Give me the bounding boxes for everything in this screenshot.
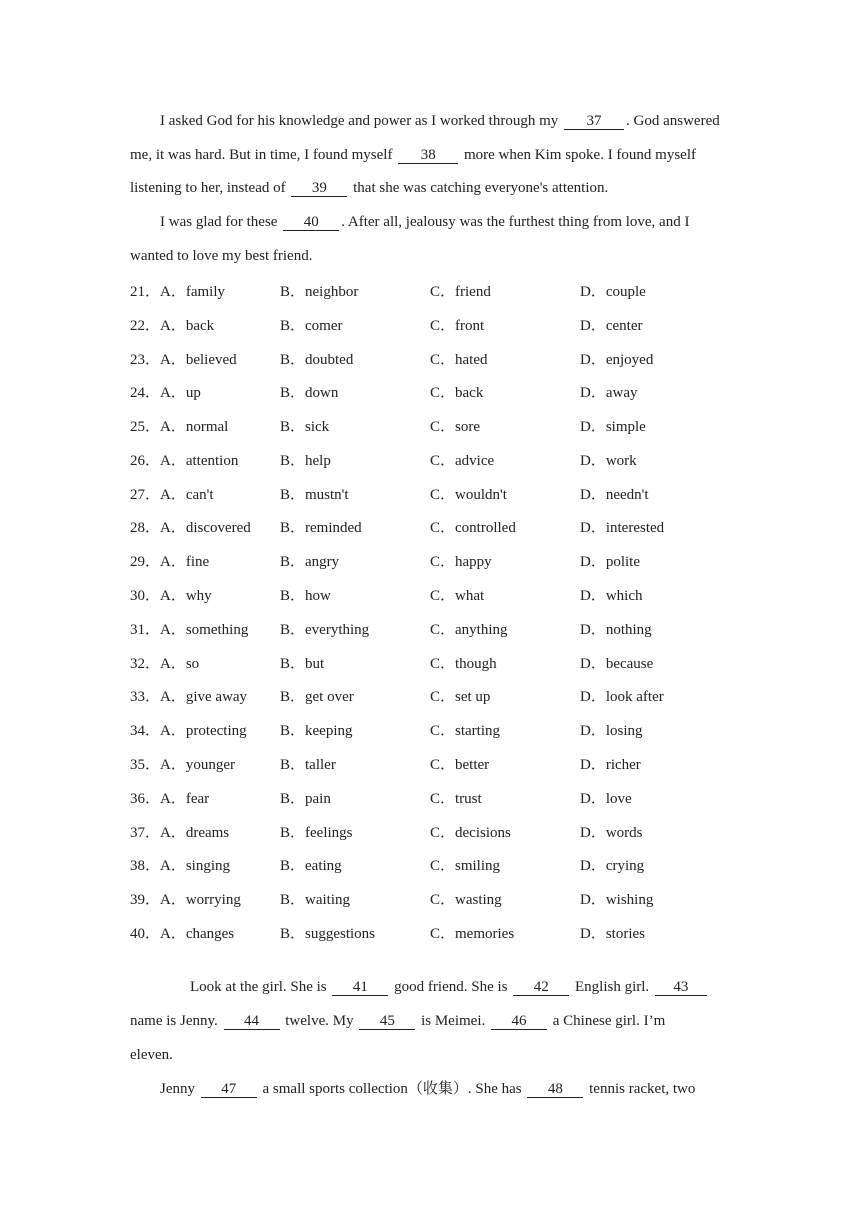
option-a: A．something xyxy=(160,621,249,638)
question-number: 39． xyxy=(130,892,161,909)
question-row xyxy=(130,747,730,781)
option-c: C．memories xyxy=(430,926,515,943)
text: Jenny xyxy=(160,1080,195,1097)
text: name is Jenny. xyxy=(130,1013,218,1030)
question-row xyxy=(130,341,730,375)
question-number: 33． xyxy=(130,689,161,706)
option-a: A．younger xyxy=(160,757,235,774)
option-b: B．suggestions xyxy=(280,926,376,943)
question-row xyxy=(130,645,730,679)
question-row xyxy=(130,916,730,950)
option-c: C．wasting xyxy=(430,892,502,909)
option-d: D．couple xyxy=(580,283,646,300)
option-b: B．get over xyxy=(280,689,354,706)
text: wanted to love my best friend. xyxy=(130,247,313,264)
question-options xyxy=(130,274,730,950)
text: listening to her, instead of xyxy=(130,180,286,197)
option-a: A．singing xyxy=(160,858,231,875)
option-c: C．starting xyxy=(430,723,500,740)
option-b: B．eating xyxy=(280,858,342,875)
passage-2 xyxy=(130,971,730,1106)
option-a: A．fear xyxy=(160,790,210,807)
question-number: 36． xyxy=(130,790,161,807)
option-a: A．up xyxy=(160,385,201,402)
paragraph-line xyxy=(130,139,730,173)
question-row xyxy=(130,848,730,882)
paragraph-line xyxy=(130,240,730,274)
option-d: D．interested xyxy=(580,520,665,537)
option-d: D．which xyxy=(580,588,643,605)
question-row xyxy=(130,679,730,713)
option-d: D．polite xyxy=(580,554,640,571)
option-b: B．help xyxy=(280,452,331,469)
option-a: A．discovered xyxy=(160,520,251,537)
question-number: 27． xyxy=(130,486,161,503)
option-d: D．simple xyxy=(580,419,646,436)
question-row xyxy=(130,476,730,510)
option-b: B．pain xyxy=(280,790,331,807)
option-c: C．better xyxy=(430,757,490,774)
blank-46: 46 xyxy=(491,1013,547,1030)
text: a small sports collection（收集）. She has xyxy=(262,1080,522,1097)
question-row xyxy=(130,375,730,409)
question-number: 38． xyxy=(130,858,161,875)
text: tennis racket, two xyxy=(589,1080,696,1097)
option-b: B．mustn't xyxy=(280,486,349,503)
document-page xyxy=(130,105,730,1106)
question-number: 37． xyxy=(130,824,161,841)
blank-41: 41 xyxy=(332,979,388,996)
option-b: B．reminded xyxy=(280,520,362,537)
question-row xyxy=(130,578,730,612)
option-b: B．sick xyxy=(280,419,330,436)
question-row xyxy=(130,443,730,477)
question-number: 24． xyxy=(130,385,161,402)
option-b: B．angry xyxy=(280,554,340,571)
option-a: A．why xyxy=(160,588,212,605)
option-d: D．enjoyed xyxy=(580,351,654,368)
paragraph-line xyxy=(130,172,730,206)
text: . God answered xyxy=(626,113,720,129)
option-a: A．believed xyxy=(160,351,237,368)
text: I asked God for his knowledge and power as I worked through my xyxy=(160,113,559,129)
question-row xyxy=(130,510,730,544)
text: twelve. My xyxy=(285,1013,354,1030)
option-c: C．trust xyxy=(430,790,482,807)
text: Look at the girl. She is xyxy=(190,979,327,996)
option-a: A．give away xyxy=(160,689,248,706)
blank-40: 40 xyxy=(283,214,339,231)
option-a: A．family xyxy=(160,283,225,300)
option-c: C．sore xyxy=(430,419,480,436)
text: that she was catching everyone's attention. xyxy=(353,180,609,197)
blank-38: 38 xyxy=(398,147,458,164)
option-a: A．back xyxy=(160,317,215,334)
option-a: A．attention xyxy=(160,452,239,469)
option-a: A．protecting xyxy=(160,723,247,740)
question-number: 31． xyxy=(130,621,161,638)
text: me, it was hard. But in time, I found myself xyxy=(130,146,393,163)
question-number: 35． xyxy=(130,757,161,774)
question-number: 22． xyxy=(130,317,161,334)
option-d: D．work xyxy=(580,452,637,469)
question-row xyxy=(130,780,730,814)
question-row xyxy=(130,882,730,916)
option-a: A．fine xyxy=(160,554,210,571)
passage-1 xyxy=(130,105,730,274)
option-d: D．look after xyxy=(580,689,664,706)
question-number: 21． xyxy=(130,283,161,300)
text: I was glad for these xyxy=(160,214,278,231)
paragraph-line xyxy=(130,1073,730,1107)
option-c: C．set up xyxy=(430,689,491,706)
question-number: 34． xyxy=(130,723,161,740)
blank-48: 48 xyxy=(527,1081,583,1098)
option-c: C．happy xyxy=(430,554,492,571)
option-c: C．controlled xyxy=(430,520,516,537)
option-b: B．comer xyxy=(280,317,343,334)
option-c: C．what xyxy=(430,588,485,605)
question-row xyxy=(130,544,730,578)
option-a: A．can't xyxy=(160,486,214,503)
option-c: C．hated xyxy=(430,351,488,368)
text: . After all, jealousy was the furthest thing from love, and I xyxy=(341,214,690,231)
option-a: A．dreams xyxy=(160,824,230,841)
question-number: 23． xyxy=(130,351,161,368)
option-d: D．because xyxy=(580,655,654,672)
option-d: D．needn't xyxy=(580,486,649,503)
blank-47: 47 xyxy=(201,1081,257,1098)
option-c: C．though xyxy=(430,655,497,672)
text: a Chinese girl. I’m xyxy=(552,1013,666,1030)
text: good friend. She is xyxy=(394,979,508,996)
option-b: B．taller xyxy=(280,757,336,774)
paragraph-line xyxy=(130,971,730,1005)
option-d: D．richer xyxy=(580,757,641,774)
text: is Meimei. xyxy=(421,1013,486,1030)
blank-45: 45 xyxy=(359,1013,415,1030)
option-a: A．changes xyxy=(160,926,235,943)
option-d: D．nothing xyxy=(580,621,652,638)
blank-43: 43 xyxy=(655,979,707,996)
option-a: A．normal xyxy=(160,419,229,436)
option-c: C．advice xyxy=(430,452,495,469)
option-c: C．anything xyxy=(430,621,508,638)
option-b: B．doubted xyxy=(280,351,354,368)
question-number: 28． xyxy=(130,520,161,537)
option-b: B．neighbor xyxy=(280,283,359,300)
question-row xyxy=(130,274,730,308)
blank-42: 42 xyxy=(513,979,569,996)
question-number: 32． xyxy=(130,655,161,672)
paragraph-line xyxy=(130,1005,730,1039)
paragraph-line xyxy=(130,1039,730,1073)
blank-39: 39 xyxy=(291,180,347,197)
text: eleven. xyxy=(130,1046,173,1063)
text: more when Kim spoke. I found myself xyxy=(463,146,697,163)
option-a: A．so xyxy=(160,655,200,672)
question-number: 29． xyxy=(130,554,161,571)
option-d: D．center xyxy=(580,317,643,334)
option-d: D．wishing xyxy=(580,892,654,909)
option-c: C．friend xyxy=(430,283,491,300)
option-d: D．words xyxy=(580,824,643,841)
question-number: 26． xyxy=(130,452,161,469)
option-b: B．keeping xyxy=(280,723,353,740)
option-d: D．love xyxy=(580,790,632,807)
option-a: A．worrying xyxy=(160,892,241,909)
option-b: B．down xyxy=(280,385,339,402)
option-b: B．waiting xyxy=(280,892,350,909)
text: English girl. xyxy=(574,979,650,996)
option-c: C．smiling xyxy=(430,858,501,875)
question-row xyxy=(130,611,730,645)
option-b: B．how xyxy=(280,588,331,605)
option-c: C．front xyxy=(430,317,485,334)
paragraph-line xyxy=(130,105,730,139)
question-row xyxy=(130,814,730,848)
question-row xyxy=(130,713,730,747)
blank-37: 37 xyxy=(564,113,624,130)
question-row xyxy=(130,307,730,341)
option-c: C．decisions xyxy=(430,824,511,841)
option-c: C．back xyxy=(430,385,484,402)
option-d: D．stories xyxy=(580,926,645,943)
question-number: 40． xyxy=(130,926,161,943)
blank-44: 44 xyxy=(224,1013,280,1030)
option-d: D．crying xyxy=(580,858,645,875)
option-b: B．but xyxy=(280,655,325,672)
option-b: B．feelings xyxy=(280,824,353,841)
option-b: B．everything xyxy=(280,621,370,638)
option-c: C．wouldn't xyxy=(430,486,507,503)
option-d: D．losing xyxy=(580,723,643,740)
question-number: 30． xyxy=(130,588,161,605)
question-number: 25． xyxy=(130,419,161,436)
paragraph-line xyxy=(130,206,730,240)
option-d: D．away xyxy=(580,385,638,402)
question-row xyxy=(130,409,730,443)
